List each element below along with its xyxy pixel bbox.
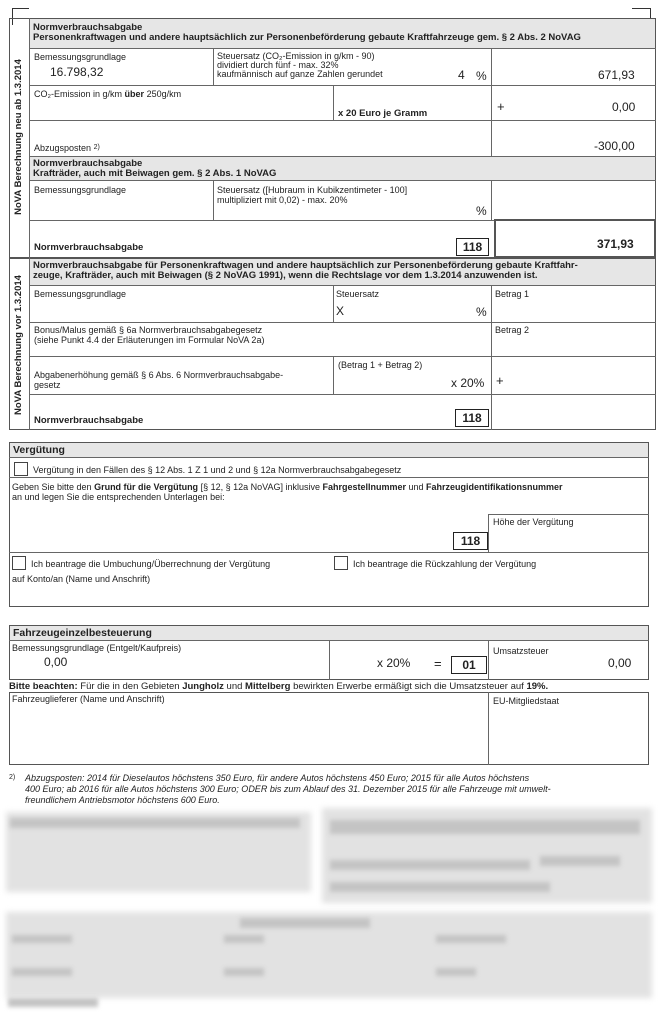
- bonus-line1: Bonus/Malus gemäß § 6a Normverbrauchsabgabegesetz: [34, 325, 263, 335]
- footnote-line3: freundlichem Antriebsmotor höchstens 600 Euro.: [25, 795, 220, 805]
- steuersatz-line1: Steuersatz (CO₂-Emission in g/km - 90): [217, 51, 375, 61]
- betrag-sum-label: (Betrag 1 + Betrag 2): [338, 360, 423, 370]
- redacted-text: [330, 860, 530, 870]
- old-heading: Normverbrauchsabgabe für Personenkraftwagen und andere hauptsächlich zur Personenbeförderung gebaute Kraftfahr- zeuge, Krafträder, auch mit Beiwagen (§ 2 NoVAG 1991), wenn die Rechtslage vor dem 1.3.2014 anzuwenden ist.: [30, 259, 655, 285]
- ust-label: Umsatzsteuer: [493, 646, 549, 656]
- rueckzahlung-checkbox[interactable]: [334, 556, 348, 570]
- footnote-line2: 400 Euro; ab 2016 für alle Autos höchstens 300 Euro; ODER bis zum Ablauf des 31. Dezember 2015 für alle Fahrzeuge mit umwelt-: [25, 784, 551, 794]
- abzug-amount[interactable]: -300,00: [594, 139, 635, 153]
- reason-line2: an und legen Sie die entsprechenden Unterlagen bei:: [12, 492, 225, 502]
- fz-x20: x 20%: [377, 656, 411, 670]
- krad-steuersatz-line2: multipliziert mit 0,02) - max. 20%: [217, 195, 348, 205]
- co2-label: CO₂-Emission in g/km über 250g/km: [34, 89, 182, 99]
- co2-amount[interactable]: 0,00: [612, 100, 636, 114]
- krad-steuersatz-line1: Steuersatz ([Hubraum in Kubikzentimeter - 100]: [217, 185, 408, 195]
- old-percent: %: [476, 305, 487, 319]
- erhoehung-line1: Abgabenerhöhung gemäß § 6 Abs. 6 Normverbrauchsabgabe-: [34, 370, 284, 380]
- lieferer-label: Fahrzeuglieferer (Name und Anschrift): [12, 694, 165, 704]
- redacted-text: [240, 918, 370, 928]
- old-steuersatz-mark[interactable]: X: [336, 304, 345, 318]
- nova-new-side-label: NoVA Berechnung neu ab 1.3.2014: [13, 59, 24, 215]
- old-steuersatz-label: Steuersatz: [336, 289, 380, 299]
- verguetung-code: 118: [453, 532, 488, 550]
- eu-label: EU-Mitgliedstaat: [493, 696, 560, 706]
- fz-code: 01: [451, 656, 487, 674]
- steuersatz-line2: dividiert durch fünf - max. 32%: [217, 60, 339, 70]
- per-gram-label: x 20 Euro je Gramm: [338, 108, 428, 119]
- old-plus-sign: +: [496, 373, 504, 388]
- redacted-text: [10, 818, 300, 828]
- total-label: Normverbrauchsabgabe: [34, 242, 144, 253]
- footnote-line1: Abzugsposten: 2014 für Dieselautos höchstens 350 Euro, für andere Autos höchstens 450 Euro; 2015 für alle Autos höchstens: [25, 773, 530, 783]
- verguetung-checkbox-label: Vergütung in den Fällen des § 12 Abs. 1 Z 1 und 2 und § 12a Normverbrauchsabgabegesetz: [33, 465, 402, 475]
- betrag2-label: Betrag 2: [495, 325, 530, 335]
- steuersatz-value[interactable]: 4: [458, 68, 465, 82]
- redacted-text: [436, 935, 506, 943]
- pkw-amount[interactable]: 671,93: [598, 68, 635, 82]
- abzug-label: Abzugsposten $^{2)}$: [34, 143, 100, 153]
- old-x20: x 20%: [451, 376, 485, 390]
- fahrzeug-heading: Fahrzeugeinzelbesteuerung: [10, 626, 648, 640]
- steuersatz-line3: kaufmännisch auf ganze Zahlen gerundet: [217, 69, 383, 79]
- fz-equals: =: [434, 656, 442, 671]
- krad-percent: %: [476, 204, 487, 218]
- redacted-text: [8, 998, 98, 1007]
- konto-label: auf Konto/an (Name und Anschrift): [12, 574, 151, 584]
- pkw-heading: Normverbrauchsabgabe Personenkraftwagen und andere hauptsächlich zur Personenbeförderung gebaute Kraftfahrzeuge gem. § 2 Abs. 2 NoVAG: [30, 19, 655, 48]
- fz-bemessung-value[interactable]: 0,00: [44, 655, 68, 669]
- redacted-text: [330, 882, 550, 892]
- total-code: 118: [456, 238, 489, 256]
- old-total-code: 118: [455, 409, 489, 427]
- krad-bemessung-label: Bemessungsgrundlage: [34, 185, 127, 195]
- footnote-marker: 2): [9, 774, 16, 781]
- redacted-text: [12, 935, 72, 943]
- redacted-text: [224, 968, 264, 976]
- redacted-text: [540, 856, 620, 866]
- rueckzahlung-label: Ich beantrage die Rückzahlung der Vergütung: [353, 559, 537, 569]
- note-line: Bitte beachten: Für die in den Gebieten Jungholz und Mittelberg bewirkten Erwerbe ermäßigt sich die Umsatzsteuer auf 19%.: [9, 681, 549, 692]
- bemessung-label: Bemessungsgrundlage: [34, 52, 127, 62]
- bonus-line2: (siehe Punkt 4.4 der Erläuterungen im Formular NoVA 2a): [34, 335, 265, 345]
- krad-heading: Normverbrauchsabgabe Krafträder, auch mit Beiwagen gem. § 2 Abs. 1 NoVAG: [30, 157, 655, 180]
- plus-sign: +: [497, 99, 505, 114]
- erhoehung-line2: gesetz: [34, 380, 61, 390]
- percent-sign: %: [476, 69, 487, 83]
- hoehe-label: Höhe der Vergütung: [493, 517, 574, 527]
- verguetung-heading: Vergütung: [10, 443, 648, 457]
- total-amount[interactable]: 371,93: [597, 237, 634, 251]
- ust-value[interactable]: 0,00: [608, 656, 632, 670]
- fz-bemessung-label: Bemessungsgrundlage (Entgelt/Kaufpreis): [12, 643, 182, 653]
- verguetung-checkbox[interactable]: [14, 462, 28, 476]
- betrag1-label: Betrag 1: [495, 289, 530, 299]
- umbuchung-label: Ich beantrage die Umbuchung/Überrechnung der Vergütung: [31, 559, 271, 569]
- redacted-text: [224, 935, 264, 943]
- nova-old-side-label: NoVA Berechnung vor 1.3.2014: [13, 275, 24, 415]
- bemessung-value[interactable]: 16.798,32: [50, 65, 104, 79]
- old-total-label: Normverbrauchsabgabe: [34, 415, 144, 426]
- old-bemessung-label: Bemessungsgrundlage: [34, 289, 127, 299]
- redacted-text: [12, 968, 72, 976]
- reason-line1: Geben Sie bitte den Grund für die Vergütung [§ 12, § 12a NoVAG] inklusive Fahrgestellnummer und Fahrzeugidentifikationsnummer: [12, 482, 563, 492]
- redacted-text: [330, 820, 640, 834]
- redacted-text: [436, 968, 476, 976]
- umbuchung-checkbox[interactable]: [12, 556, 26, 570]
